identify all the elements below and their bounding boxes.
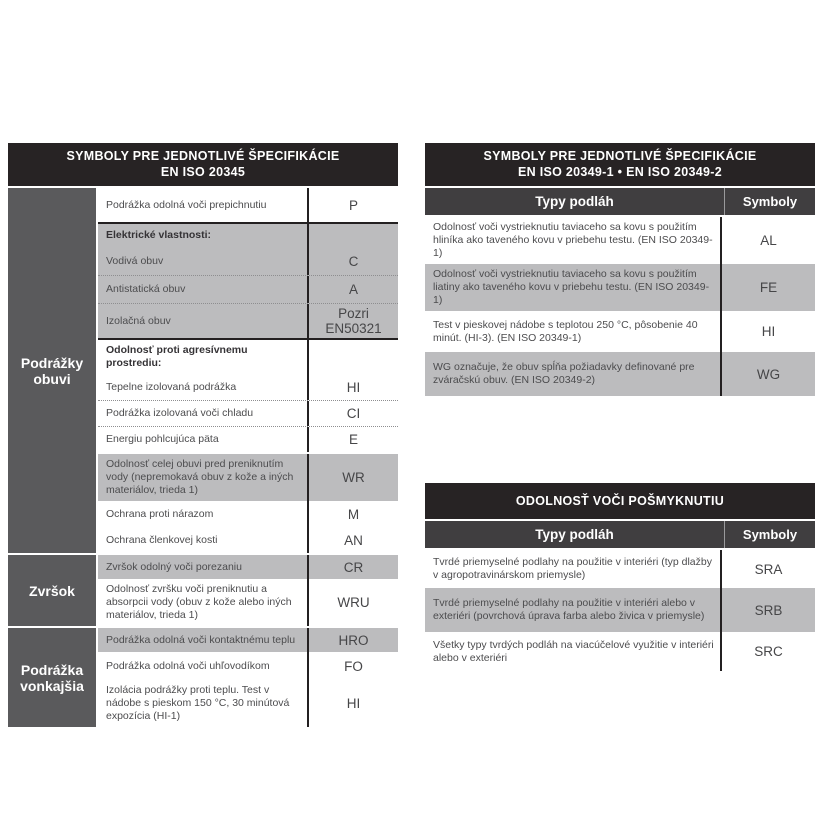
row-symbol: CR bbox=[307, 555, 398, 579]
table-row bbox=[98, 303, 398, 338]
table-row bbox=[98, 452, 398, 501]
row-description: Podrážka odolná voči uhľovodíkom bbox=[106, 659, 270, 672]
row-description: Antistatická obuv bbox=[106, 283, 186, 295]
table-row bbox=[98, 247, 398, 275]
table-row bbox=[98, 579, 398, 626]
table-body bbox=[8, 188, 398, 727]
table-row bbox=[98, 652, 398, 680]
table-row bbox=[98, 626, 398, 652]
row-description: Podrážka izolovaná voči chladu bbox=[106, 407, 254, 419]
table-en-iso-20349 bbox=[425, 143, 815, 396]
table-row bbox=[98, 338, 398, 374]
row-description: Ochrana členkovej kosti bbox=[106, 533, 218, 546]
table-row bbox=[425, 550, 815, 588]
table-row bbox=[98, 275, 398, 303]
table-row bbox=[98, 374, 398, 400]
table-title-line1: ODOLNOSŤ VOČI POŠMYKNUTIU bbox=[515, 494, 725, 508]
column-header-typy-podlah: Typy podláh bbox=[535, 527, 614, 542]
row-description: Izolácia podrážky proti teplu. Test v nádobe s pieskom 150 °C, 30 minútová expozícia (HI-1) bbox=[106, 684, 290, 722]
table-title-line2: EN ISO 20345 bbox=[160, 165, 246, 179]
row-description: Test v pieskovej nádobe s teplotou 250 °C, pôsobenie 40 minút. (HI-3). (EN ISO 20349-1) bbox=[433, 318, 698, 344]
row-description: WG označuje, že obuv spĺňa požiadavky definované pre zváračskú obuv. (EN ISO 20349-2) bbox=[433, 361, 695, 386]
row-symbol: E bbox=[307, 427, 398, 452]
column-header-symboly: Symboly bbox=[724, 188, 815, 215]
row-group-label: Podrážky obuvi bbox=[8, 188, 96, 553]
table-row bbox=[98, 400, 398, 426]
row-description: Podrážka odolná voči kontaktnému teplu bbox=[106, 633, 296, 646]
row-symbol bbox=[307, 224, 398, 247]
table-row bbox=[98, 222, 398, 247]
table-slip-resistance bbox=[425, 483, 815, 671]
row-symbol: HRO bbox=[307, 628, 398, 652]
row-description: Tvrdé priemyselné podlahy na použitie v interiéri alebo v exteriéri (povrchová úprava farba alebo živica v priemysle) bbox=[433, 597, 705, 622]
row-description: Ochrana proti nárazom bbox=[106, 507, 214, 520]
slip-rows bbox=[425, 550, 815, 671]
row-description: Odolnosť voči vystrieknutiu taviaceho sa kovu s použitím hliníka ako taveného kovu v priebehu testu. (EN ISO 20349-1) bbox=[433, 221, 713, 259]
table-row bbox=[425, 632, 815, 671]
en20345-rows bbox=[98, 188, 398, 727]
row-description: Všetky typy tvrdých podláh na viacúčelové využitie v interiéri alebo v exteriéri bbox=[433, 638, 714, 664]
row-symbol: HI bbox=[307, 374, 398, 400]
row-description: Vodivá obuv bbox=[106, 254, 164, 267]
row-symbol: FO bbox=[307, 652, 398, 680]
row-description: Odolnosť zvršku voči preniknutiu a absorpcii vody (obuv z kože alebo iných materiálov, trieda 1) bbox=[106, 583, 292, 621]
row-description: Odolnosť celej obuvi pred preniknutím vody (nepremokavá obuv z kože a iných materiálov, trieda 1) bbox=[106, 458, 294, 496]
row-description: Odolnosť proti agresívnemu prostrediu: bbox=[106, 344, 248, 369]
table-title-line1: SYMBOLY PRE JEDNOTLIVÉ ŠPECIFIKÁCIE bbox=[483, 149, 757, 163]
row-symbol: Pozri EN50321 bbox=[307, 304, 398, 338]
row-description: Elektrické vlastnosti: bbox=[106, 229, 212, 241]
row-symbol: FE bbox=[720, 264, 815, 311]
row-symbol: SRC bbox=[720, 632, 815, 671]
table-title-line1: SYMBOLY PRE JEDNOTLIVÉ ŠPECIFIKÁCIE bbox=[66, 149, 340, 163]
row-symbol: P bbox=[307, 188, 398, 222]
row-symbol: SRA bbox=[720, 550, 815, 588]
column-header-typy-podlah: Typy podláh bbox=[535, 194, 614, 209]
row-symbol: HI bbox=[307, 680, 398, 727]
table-row bbox=[425, 217, 815, 264]
column-header-row bbox=[425, 188, 815, 215]
column-header-row bbox=[425, 521, 815, 548]
table-row bbox=[98, 527, 398, 553]
row-symbol: SRB bbox=[720, 588, 815, 632]
row-symbol: WRU bbox=[307, 579, 398, 626]
table-row bbox=[98, 426, 398, 452]
row-symbol: HI bbox=[720, 311, 815, 352]
row-description: Tepelne izolovaná podrážka bbox=[106, 380, 237, 393]
row-symbol: M bbox=[307, 501, 398, 527]
row-description: Izolačná obuv bbox=[106, 314, 171, 327]
row-description: Energiu pohlcujúca päta bbox=[106, 433, 219, 445]
column-header-symboly: Symboly bbox=[724, 521, 815, 548]
table-title-line2: EN ISO 20349-1 • EN ISO 20349-2 bbox=[517, 165, 723, 179]
row-symbol bbox=[307, 340, 398, 374]
row-group-column bbox=[8, 188, 96, 727]
table-row bbox=[98, 553, 398, 579]
table-row bbox=[425, 264, 815, 311]
table-row bbox=[425, 588, 815, 632]
row-symbol: WR bbox=[307, 454, 398, 501]
table-row bbox=[425, 311, 815, 352]
row-description: Tvrdé priemyselné podlahy na použitie v interiéri (typ dlažby v agropotravinárskom priemysle) bbox=[433, 556, 712, 581]
row-description: Odolnosť voči vystrieknutiu taviaceho sa kovu s použitím liatiny ako taveného kovu v priebehu testu. (EN ISO 20349-1) bbox=[433, 268, 710, 306]
table-row bbox=[98, 188, 398, 222]
table-title bbox=[8, 143, 398, 186]
table-en-iso-20345 bbox=[8, 143, 398, 727]
row-symbol: AN bbox=[307, 527, 398, 553]
row-symbol: A bbox=[307, 276, 398, 303]
en20349-rows bbox=[425, 217, 815, 396]
table-row bbox=[98, 680, 398, 727]
row-symbol: WG bbox=[720, 352, 815, 396]
row-group-label: Zvršok bbox=[8, 553, 96, 626]
table-title bbox=[425, 483, 815, 519]
row-symbol: C bbox=[307, 247, 398, 275]
row-description: Zvršok odolný voči porezaniu bbox=[106, 560, 242, 573]
table-title bbox=[425, 143, 815, 186]
row-description: Podrážka odolná voči prepichnutiu bbox=[106, 198, 267, 211]
table-row bbox=[98, 501, 398, 527]
row-symbol: AL bbox=[720, 217, 815, 264]
row-symbol: CI bbox=[307, 401, 398, 426]
table-row bbox=[425, 352, 815, 396]
row-group-label: Podrážka vonkajšia bbox=[8, 626, 96, 727]
